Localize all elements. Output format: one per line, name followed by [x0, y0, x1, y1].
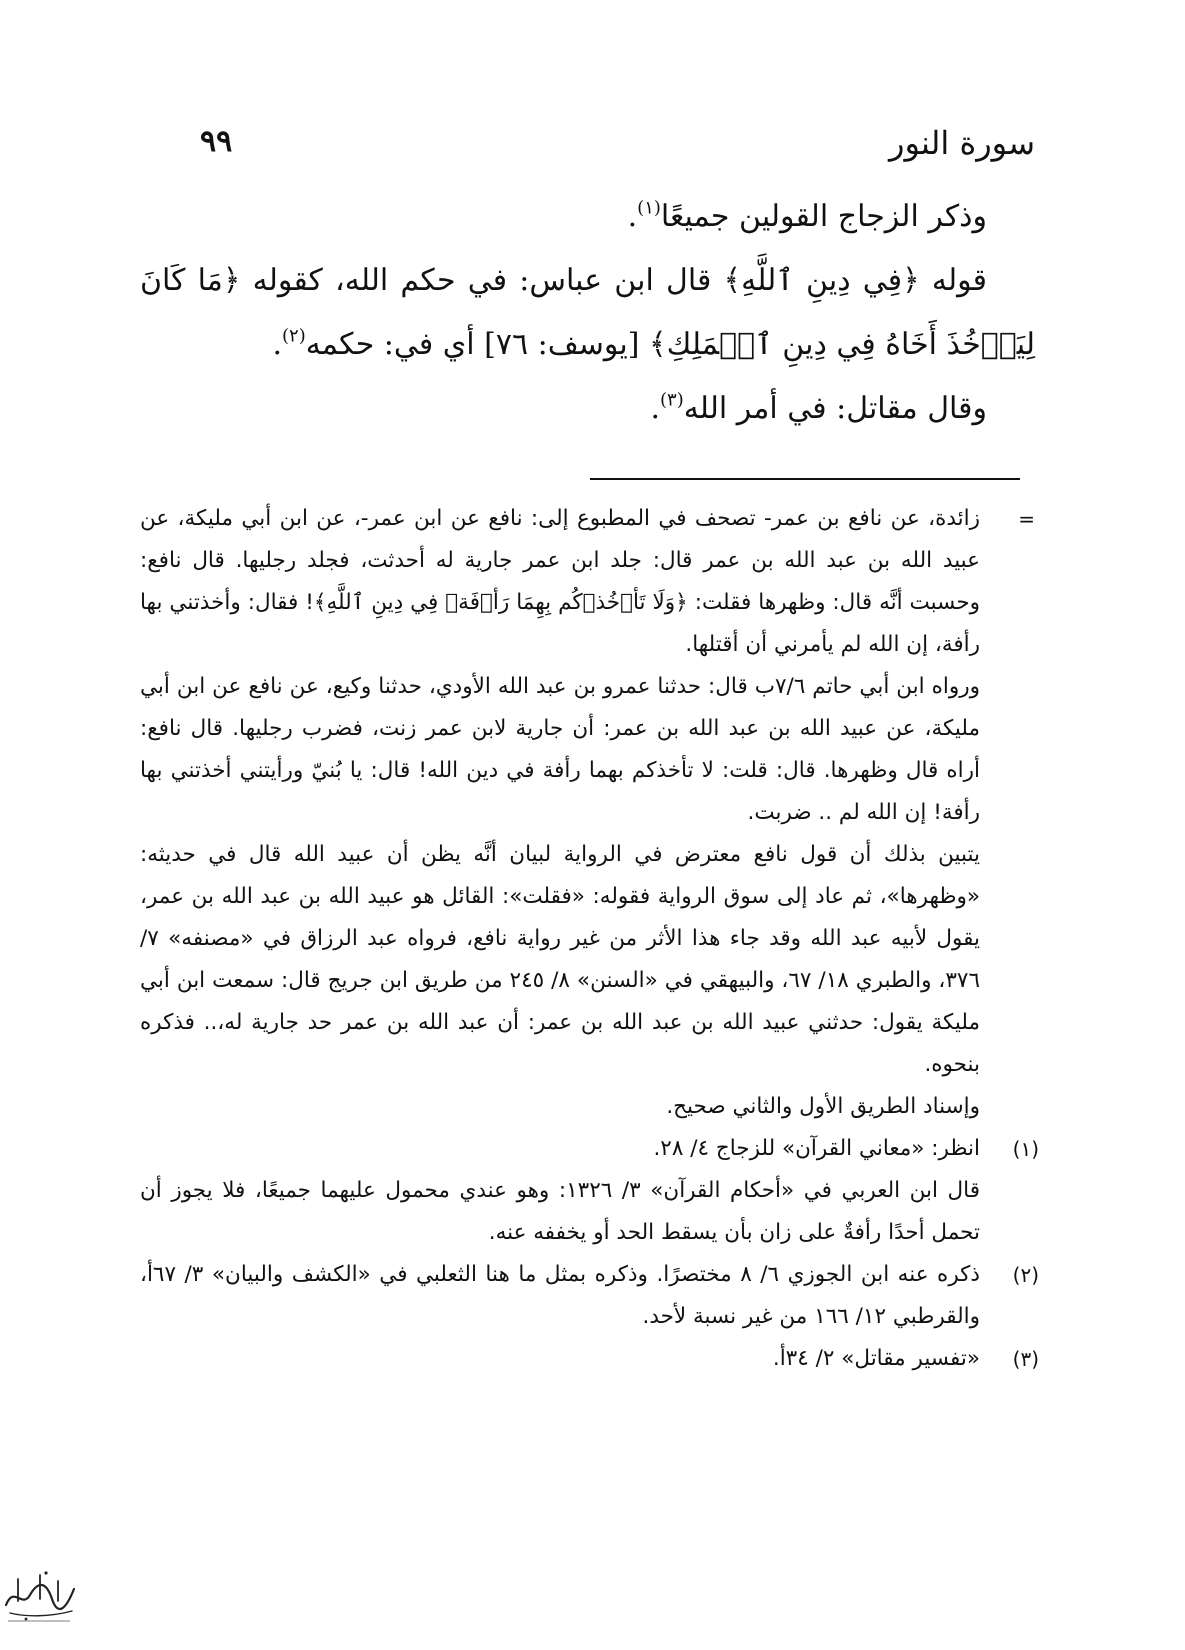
footnote-ref[interactable]: (٢) — [281, 325, 306, 347]
footnote-continuation — [140, 498, 1035, 1128]
footnote-number: (٣) — [1012, 1347, 1039, 1371]
footnote-number: (٢) — [1012, 1263, 1039, 1287]
main-paragraph: وقال مقاتل: في أمر الله$^{(٣)}$. — [650, 389, 987, 426]
surah-title: سورة النور — [888, 124, 1035, 162]
footnote-paragraph: زائدة، عن نافع بن عمر- تصحف في المطبوع إلى: نافع عن ابن عمر-، عن ابن أبي مليكة، عن عبيد الله بن عبد الله بن عمر قال: جلد ابن عمر جارية له أحدثت، فجلد رجليها. قال نافع: وحسبت أنَّه قال: وظهرها فقلت: ﴿وَلَا تَأۡخُذۡكُم بِهِمَا رَأۡفَةٞ فِي دِينِ ٱللَّهِ﴾! فقال: وأخذتني بها رأفة، إن الله لم يأمرني أن أقتلها. — [140, 506, 980, 657]
footnote-ref[interactable]: (٣) — [659, 389, 684, 411]
footnote-paragraph: يتبين بذلك أن قول نافع معترض في الرواية لبيان أنَّه يظن أن عبيد الله قال في حديثه: «وظهرها»، ثم عاد إلى سوق الرواية فقوله: «فقلت»: القائل هو عبيد الله بن عبد الله بن عمر، يقول لأبيه عبد الله وقد جاء هذا الأثر من غير رواية نافع، فرواه عبد الرزاق في «مصنفه» ٧/ ٣٧٦، والطبري ١٨/ ٦٧، والبيهقي في «السنن» ٨/ ٢٤٥ من طريق ابن جريج قال: سمعت ابن أبي مليكة يقول: حدثني عبيد الله بن عبد الله بن عمر: أن عبد الله بن عمر حد جارية له،.. فذكره بنحوه. — [140, 842, 981, 1077]
footnote-2 — [140, 1254, 1039, 1338]
footnote-1 — [140, 1128, 1039, 1254]
footnote-paragraph: ورواه ابن أبي حاتم ٧/٦ب قال: حدثنا عمرو بن عبد الله الأودي، حدثنا وكيع، عن نافع عن ابن أبي مليكة، عن عبيد الله بن عبد الله بن عمر: أن جارية لابن عمر زنت، فضرب رجليها. قال نافع: أراه قال وظهرها. قال: قلت: لا تأخذكم بهما رأفة في دين الله! قال: يا بُنيّ ورأيتني أخذتني بها رأفة! إن الله لم .. ضربت. — [140, 674, 980, 825]
footnote-line: «تفسير مقاتل» ٢/ ٣٤أ. — [772, 1346, 980, 1371]
main-paragraph: وذكر الزجاج القولين جميعًا$^{(١)}$. — [627, 197, 987, 234]
footnote-line: قال ابن العربي في «أحكام القرآن» ٣/ ١٣٢٦: وهو عندي محمول عليهما جميعًا، فلا يجوز أن تحمل أحدًا رأفةٌ على زان بأن يسقط الحد أو يخففه عنه. — [140, 1178, 981, 1245]
footnote-line: ذكره عنه ابن الجوزي ٦/ ٨ مختصرًا. وذكره بمثل ما هنا الثعلبي في «الكشف والبيان» ٣/ ٦٧أ، والقرطبي ١٢/ ١٦٦ من غير نسبة لأحد. — [140, 1262, 980, 1329]
publisher-logo — [0, 1565, 80, 1625]
main-paragraph: قوله ﴿فِي دِينِ ٱللَّهِ﴾ قال ابن عباس: في حكم الله، كقوله ﴿مَا كَانَ لِيَأۡخُذَ أَخَاهُ فِي دِينِ ٱلۡمَلِكِ﴾ [يوسف: ٧٦] أي في: حكمه$^{(٢)}$. — [140, 263, 1035, 362]
page-number: ٩٩ — [200, 124, 233, 159]
continuation-marker: = — [1018, 507, 1035, 531]
main-text — [140, 185, 1035, 441]
footnote-divider — [590, 478, 1020, 480]
footnote-paragraph: وإسناد الطريق الأول والثاني صحيح. — [666, 1094, 980, 1119]
footnote-3 — [140, 1338, 1039, 1380]
footnote-number: (١) — [1012, 1137, 1039, 1161]
footnote-line: انظر: «معاني القرآن» للزجاج ٤/ ٢٨. — [653, 1136, 980, 1161]
footnote-ref[interactable]: (١) — [637, 197, 661, 219]
running-head — [200, 124, 1035, 174]
footnotes — [140, 498, 1039, 1380]
